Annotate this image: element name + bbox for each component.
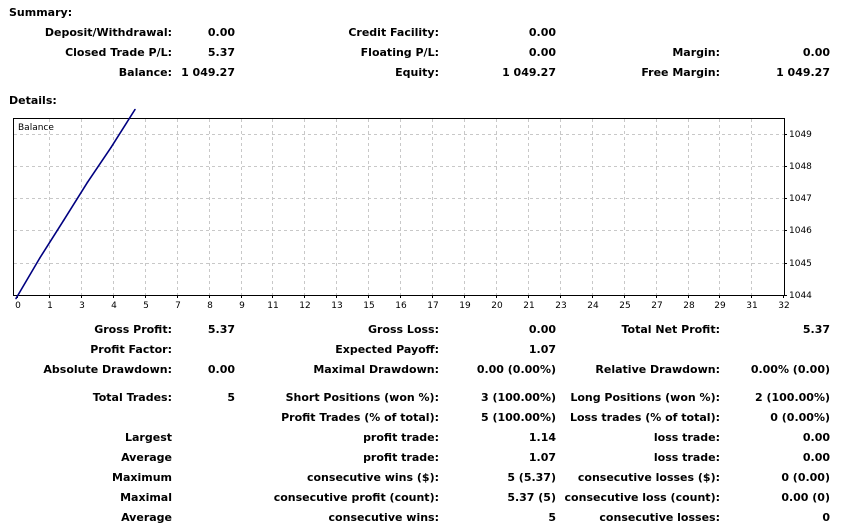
details-heading: Details: (9, 94, 57, 107)
details-value: 1.07 (528, 343, 556, 356)
details-label: loss trade: (653, 431, 720, 444)
y-tick-label: 1048 (789, 162, 812, 172)
balance-point (110, 146, 112, 148)
details-label: Absolute Drawdown: (43, 363, 172, 376)
y-tick-label: 1044 (789, 291, 812, 301)
summary-value: 0.00 (207, 26, 235, 39)
x-tick-label: 9 (239, 301, 245, 311)
summary-heading: Summary: (9, 6, 73, 19)
x-tick-label: 19 (459, 301, 471, 311)
details-label: Maximal Drawdown: (313, 363, 439, 376)
summary-value: 5.37 (207, 46, 235, 59)
summary-label: Deposit/Withdrawal: (44, 26, 172, 39)
x-tick-label: 7 (175, 301, 181, 311)
details-value: 5.37 (802, 323, 830, 336)
details-value: 0.00 (207, 363, 235, 376)
details-value: 0 (0.00) (781, 471, 830, 484)
x-tick-label: 13 (331, 301, 343, 311)
x-tick-label: 31 (746, 301, 758, 311)
x-tick-label: 15 (363, 301, 375, 311)
x-tick-label: 16 (395, 301, 407, 311)
details-label: Maximum (112, 471, 172, 484)
summary-value: 0.00 (802, 46, 830, 59)
details-value: 0.00 (802, 431, 830, 444)
details-label: consecutive loss (count): (564, 491, 720, 504)
details-value: 5.37 (207, 323, 235, 336)
x-tick-label: 4 (111, 301, 117, 311)
summary-label: Equity: (395, 66, 439, 79)
details-value: 0 (822, 511, 830, 524)
details-label: Average (121, 451, 172, 464)
x-tick-label: 23 (555, 301, 567, 311)
details-value: 2 (100.00%) (754, 391, 830, 404)
y-tick-label: 1046 (789, 226, 812, 236)
summary-value: 1 049.27 (181, 66, 235, 79)
details-label: Profit Trades (% of total): (281, 411, 439, 424)
details-label: consecutive wins: (328, 511, 439, 524)
details-label: consecutive profit (count): (273, 491, 439, 504)
details-value: 5 (548, 511, 556, 524)
details-label: Long Positions (won %): (570, 391, 720, 404)
details-label: Relative Drawdown: (595, 363, 720, 376)
y-axis-ticks (784, 130, 812, 301)
summary-value: 1 049.27 (502, 66, 556, 79)
x-tick-label: 28 (683, 301, 695, 311)
details-value: 5.37 (5) (507, 491, 556, 504)
details-label: Gross Profit: (94, 323, 172, 336)
details-value: 0.00 (528, 323, 556, 336)
summary-value: 1 049.27 (776, 66, 830, 79)
x-tick-label: 29 (714, 301, 726, 311)
summary-label: Balance: (118, 66, 172, 79)
balance-point (39, 257, 41, 259)
balance-point (15, 298, 17, 300)
summary-value: 0.00 (528, 26, 556, 39)
details-label: Total Net Profit: (621, 323, 720, 336)
details-value: 1.14 (528, 431, 556, 444)
details-value: 5 (227, 391, 235, 404)
details-value: 0.00 (0) (781, 491, 830, 504)
details-value: 0 (0.00%) (770, 411, 830, 424)
x-tick-label: 11 (267, 301, 279, 311)
details-label: profit trade: (363, 431, 439, 444)
details-label: Profit Factor: (90, 343, 172, 356)
x-tick-label: 5 (143, 301, 149, 311)
chart-legend-balance: Balance (18, 123, 54, 133)
details-label: Total Trades: (92, 391, 172, 404)
x-axis-ticks (15, 295, 790, 311)
details-label: loss trade: (653, 451, 720, 464)
balance-point (134, 109, 136, 111)
balance-point (63, 220, 65, 222)
x-tick-label: 27 (651, 301, 663, 311)
y-tick-label: 1049 (789, 130, 812, 140)
details-label: Largest (125, 431, 172, 444)
summary-label: Credit Facility: (348, 26, 439, 39)
details-label: consecutive losses: (599, 511, 720, 524)
summary-label: Free Margin: (641, 66, 720, 79)
x-tick-label: 8 (207, 301, 213, 311)
x-tick-label: 3 (79, 301, 85, 311)
details-value: 1.07 (528, 451, 556, 464)
details-label: consecutive losses ($): (577, 471, 720, 484)
details-label: consecutive wins ($): (306, 471, 439, 484)
summary-label: Closed Trade P/L: (65, 46, 172, 59)
x-tick-label: 20 (491, 301, 503, 311)
details-value: 0.00 (0.00%) (476, 363, 556, 376)
details-label: Average (121, 511, 172, 524)
balance-point (87, 182, 89, 184)
details-value: 3 (100.00%) (480, 391, 556, 404)
details-value: 5 (5.37) (507, 471, 556, 484)
x-tick-label: 1 (47, 301, 53, 311)
y-tick-label: 1047 (789, 194, 812, 204)
summary-label: Floating P/L: (360, 46, 439, 59)
x-tick-label: 12 (299, 301, 311, 311)
x-tick-label: 32 (778, 301, 790, 311)
details-label: Maximal (120, 491, 172, 504)
details-label: Expected Payoff: (335, 343, 439, 356)
details-value: 0.00% (0.00) (750, 363, 830, 376)
x-tick-label: 21 (523, 301, 535, 311)
x-tick-label: 0 (15, 301, 21, 311)
x-tick-label: 25 (619, 301, 631, 311)
details-label: profit trade: (363, 451, 439, 464)
summary-label: Margin: (672, 46, 720, 59)
y-tick-label: 1045 (789, 259, 812, 269)
details-label: Loss trades (% of total): (569, 411, 720, 424)
x-tick-label: 17 (427, 301, 439, 311)
details-value: 5 (100.00%) (480, 411, 556, 424)
summary-value: 0.00 (528, 46, 556, 59)
details-label: Gross Loss: (368, 323, 439, 336)
x-tick-label: 24 (587, 301, 599, 311)
chart-plot-area (14, 119, 785, 296)
details-value: 0.00 (802, 451, 830, 464)
details-label: Short Positions (won %): (285, 391, 439, 404)
